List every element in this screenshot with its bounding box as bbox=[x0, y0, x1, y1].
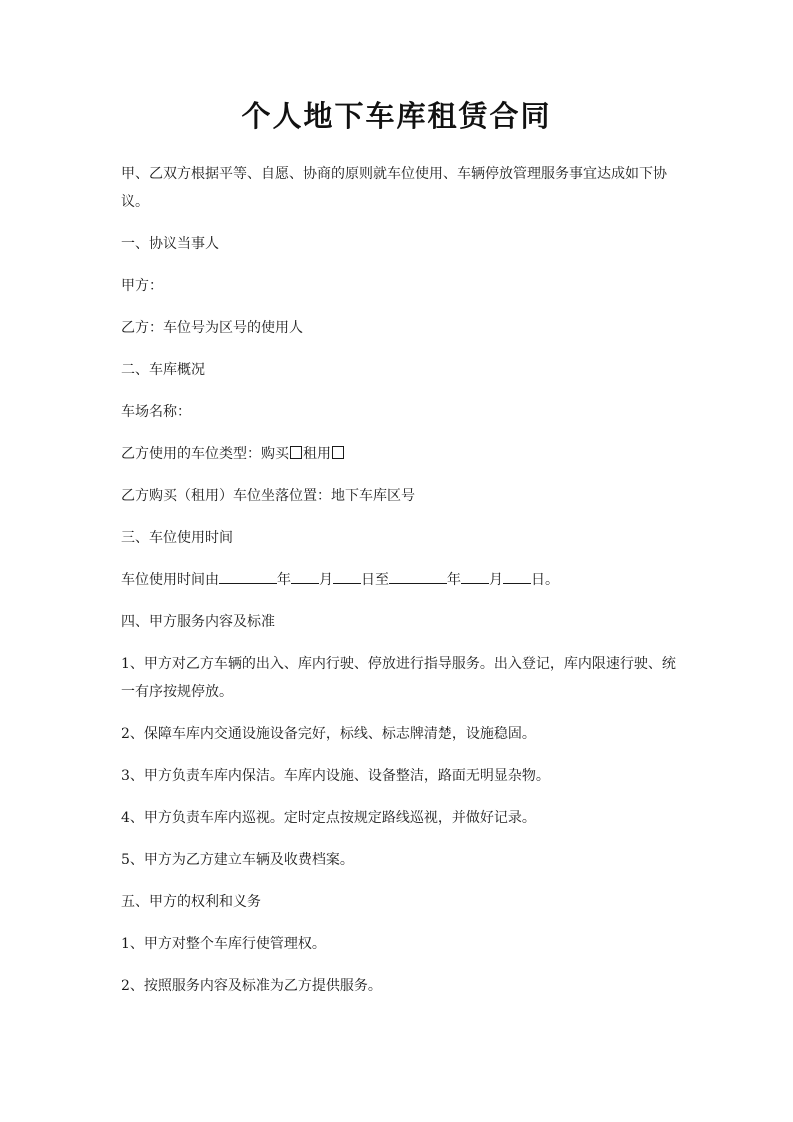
month-label: 月 bbox=[319, 572, 333, 588]
rent-label: 租用 bbox=[303, 446, 331, 462]
intro-paragraph: 甲、乙双方根据平等、自愿、协商的原则就车位使用、车辆停放管理服务事宜达成如下协议。 bbox=[121, 166, 667, 210]
time-from-label: 车位使用时间由 bbox=[121, 572, 219, 588]
section-heading-parties: 一、协议当事人 bbox=[121, 236, 219, 252]
section-heading-time: 三、车位使用时间 bbox=[121, 530, 233, 546]
section-heading-services: 四、甲方服务内容及标准 bbox=[121, 614, 275, 630]
service-item: 1、甲方对乙方车辆的出入、库内行驶、停放进行指导服务。出入登记，库内限速行驶、统一有序按规停放。 bbox=[121, 656, 676, 700]
document-title: 个人地下车库租赁合同 bbox=[241, 99, 552, 133]
section-heading-garage: 二、车库概况 bbox=[121, 362, 205, 378]
start-day-blank[interactable] bbox=[333, 567, 361, 584]
usage-time-line bbox=[121, 566, 683, 594]
party-a-line: 甲方： bbox=[121, 278, 163, 294]
year-label: 年 bbox=[277, 572, 291, 588]
end-year-blank[interactable] bbox=[389, 567, 447, 584]
start-year-blank[interactable] bbox=[219, 567, 277, 584]
service-item: 5、甲方为乙方建立车辆及收费档案。 bbox=[121, 852, 354, 868]
location-line: 乙方购买（租用）车位坐落位置：地下车库区号 bbox=[121, 488, 415, 504]
service-item: 3、甲方负责车库内保洁。车库内设施、设备整洁，路面无明显杂物。 bbox=[121, 768, 550, 784]
rent-checkbox[interactable] bbox=[332, 446, 344, 459]
rights-item: 2、按照服务内容及标准为乙方提供服务。 bbox=[121, 978, 382, 994]
end-year-label: 年 bbox=[447, 572, 461, 588]
day-end-label: 日。 bbox=[531, 572, 559, 588]
document-body bbox=[121, 160, 683, 1014]
space-type-label: 乙方使用的车位类型：购买 bbox=[121, 446, 289, 462]
rights-item: 1、甲方对整个车库行使管理权。 bbox=[121, 936, 326, 952]
service-item: 4、甲方负责车库内巡视。定时定点按规定路线巡视，并做好记录。 bbox=[121, 810, 536, 826]
start-month-blank[interactable] bbox=[291, 567, 319, 584]
space-type-line bbox=[121, 440, 683, 468]
party-b-line: 乙方：车位号为区号的使用人 bbox=[121, 320, 303, 336]
lot-name-line: 车场名称： bbox=[121, 404, 191, 420]
end-day-blank[interactable] bbox=[503, 567, 531, 584]
purchase-checkbox[interactable] bbox=[290, 446, 302, 459]
end-month-blank[interactable] bbox=[461, 567, 489, 584]
service-item: 2、保障车库内交通设施设备完好，标线、标志牌清楚，设施稳固。 bbox=[121, 726, 536, 742]
day-to-label: 日至 bbox=[361, 572, 389, 588]
end-month-label: 月 bbox=[489, 572, 503, 588]
section-heading-rights: 五、甲方的权利和义务 bbox=[121, 894, 261, 910]
